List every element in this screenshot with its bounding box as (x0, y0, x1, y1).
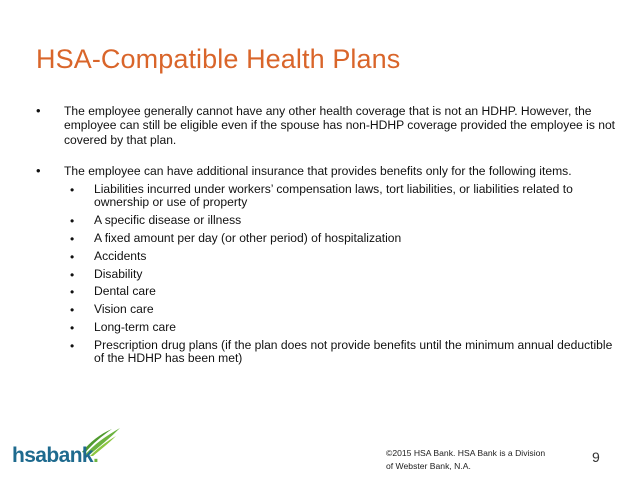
sub-bullet-item (70, 321, 616, 334)
sub-bullet-dot-icon: • (70, 321, 75, 335)
sub-bullet-dot-icon: • (70, 338, 75, 353)
bullet-dot-icon: • (36, 163, 41, 179)
slide-title: HSA-Compatible Health Plans (36, 44, 401, 74)
sub-bullet-list (64, 183, 616, 365)
sub-bullet-item (70, 232, 616, 245)
sub-bullet-item (70, 250, 616, 263)
sub-bullet-dot-icon: • (70, 183, 75, 198)
bullet-item (36, 104, 616, 147)
sub-bullet-item (70, 339, 616, 365)
sub-bullet-dot-icon: • (70, 249, 75, 264)
hsabank-logo (12, 426, 122, 472)
sub-bullet-text: Disability (94, 266, 143, 281)
logo-trademark: . (93, 444, 99, 467)
sub-bullet-text: A fixed amount per day (or other period) of hospitalization (94, 231, 402, 246)
sub-bullet-dot-icon: • (70, 267, 75, 282)
logo-wordmark-text: hsabank (12, 444, 93, 467)
sub-bullet-text: Liabilities incurred under workers’ compensation laws, tort liabilities, or liabilities related to ownership or use of property (94, 182, 573, 210)
sub-bullet-item (70, 303, 616, 316)
sub-bullet-text: Accidents (94, 248, 147, 263)
sub-bullet-dot-icon: • (70, 285, 75, 300)
sub-bullet-dot-icon: • (70, 232, 75, 247)
bullet-text: The employee generally cannot have any other health coverage that is not an HDHP. However, the employee can still be eligible even if the spouse has non-HDHP coverage provided the employee is not covered by that plan. (64, 104, 616, 147)
sub-bullet-item (70, 268, 616, 281)
sub-bullet-text: A specific disease or illness (94, 213, 242, 228)
logo-wordmark (12, 444, 98, 468)
sub-bullet-dot-icon: • (70, 214, 75, 229)
bullet-text: The employee can have additional insurance that provides benefits only for the following items. (64, 164, 572, 179)
sub-bullet-text: Prescription drug plans (if the plan does not provide benefits until the minimum annual deductible of the HDHP has been met) (94, 337, 613, 365)
sub-bullet-text: Vision care (94, 302, 154, 317)
sub-bullet-item (70, 183, 616, 209)
sub-bullet-item (70, 285, 616, 298)
bullet-list (36, 104, 616, 365)
sub-bullet-text: Long-term care (94, 320, 177, 334)
page-number: 9 (592, 449, 600, 465)
sub-bullet-item (70, 214, 616, 227)
sub-bullet-dot-icon: • (70, 303, 75, 318)
bullet-item (36, 164, 616, 365)
sub-bullet-text: Dental care (94, 284, 156, 299)
bullet-dot-icon: • (36, 103, 41, 118)
copyright-notice: ©2015 HSA Bank. HSA Bank is a Division of Webster Bank, N.A. (386, 448, 546, 471)
